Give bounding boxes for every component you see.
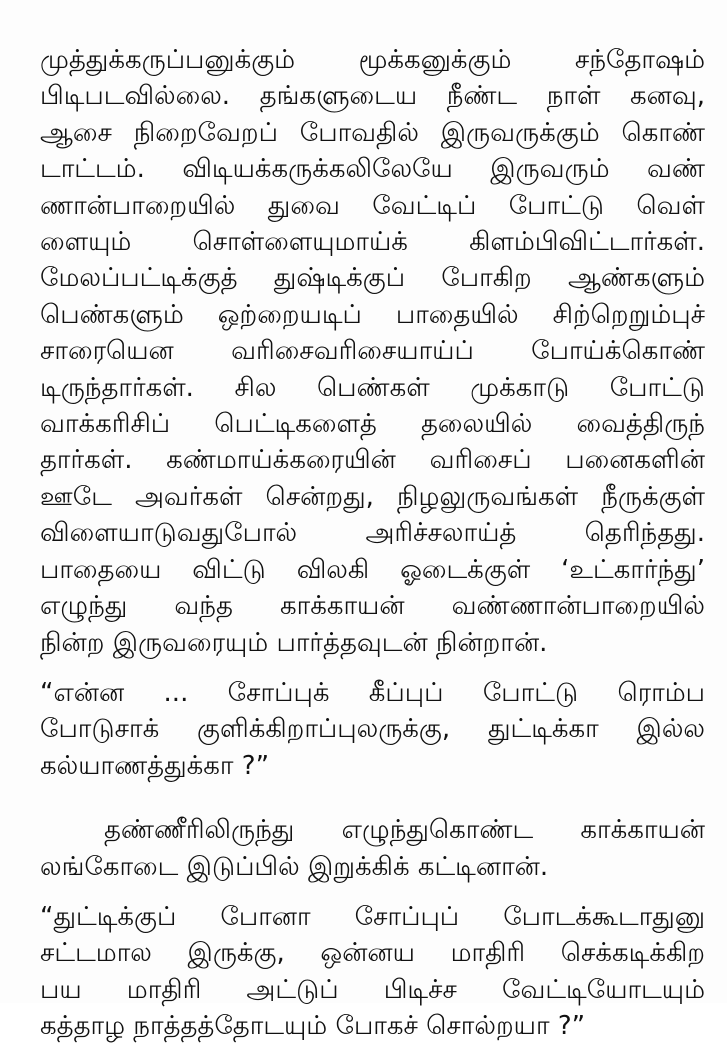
paragraph-4: [40, 899, 705, 1045]
text-line: கல்யாணத்துக்கா ?”: [40, 750, 270, 781]
body-text: [40, 42, 705, 1045]
text-line: ஊடே அவர்கள் சென்றது, நிழலுருவங்கள் நீருக்குள்: [40, 481, 705, 512]
text-line: எழுந்து வந்த காக்காயன் வண்ணான்பாறையில்: [40, 591, 705, 622]
paragraph-2: [40, 675, 705, 784]
text-line: டிருந்தார்கள். சில பெண்கள் முக்காடு போட்டு: [40, 372, 705, 403]
text-line: பய மாதிரி அட்டுப் பிடிச்ச வேட்டியோடயும்: [40, 974, 705, 1005]
text-line: வாக்கரிசிப் பெட்டிகளைத் தலையில் வைத்திருந்: [40, 409, 705, 440]
text-line: தண்ணீரிலிருந்து எழுந்துகொண்ட காக்காயன்: [104, 815, 705, 846]
text-line: பாதையை விட்டு விலகி ஓடைக்குள் ‘உட்கார்ந்து’: [40, 554, 705, 585]
text-line: போடுசாக் குளிக்கிறாப்புலருக்கு, துட்டிக்கா இல்ல: [40, 714, 705, 745]
text-line: தார்கள். கண்மாய்க்கரையின் வரிசைப் பனைகளின்: [40, 445, 705, 476]
text-line: கத்தாழ நாத்தத்தோடயும் போகச் சொல்றயா ?”: [40, 1011, 586, 1042]
text-line: நின்ற இருவரையும் பார்த்தவுடன் நின்றான்.: [40, 627, 548, 658]
text-line: சட்டமால இருக்கு, ஒன்னய மாதிரி செக்கடிக்கிற: [40, 938, 705, 969]
text-line: பெண்களும் ஒற்றையடிப் பாதையில் சிற்றெறும்புச்: [40, 299, 705, 330]
text-line: பிடிபடவில்லை. தங்களுடைய நீண்ட நாள் கனவு,: [40, 81, 705, 112]
text-line: “என்ன ... சோப்புக் கீப்புப் போட்டு ரொம்ப: [40, 677, 705, 708]
paragraph-3: [40, 812, 705, 885]
text-line: ணான்பாறையில் துவை வேட்டிப் போட்டு வெள்: [40, 190, 705, 221]
text-line: விளையாடுவதுபோல் அரிச்சலாய்த் தெரிந்தது.: [40, 518, 705, 549]
text-line: லங்கோடை இடுப்பில் இறுக்கிக் கட்டினான்.: [40, 851, 549, 882]
paragraph-1: [40, 42, 705, 661]
text-line: ளையும் சொள்ளையுமாய்க் கிளம்பிவிட்டார்கள்.: [40, 227, 705, 258]
text-line: டாட்டம். விடியக்கருக்கலிலேயே இருவரும் வண்: [40, 154, 705, 185]
text-line: ஆசை நிறைவேறப் போவதில் இருவருக்கும் கொண்: [40, 117, 705, 148]
text-line: சாரையென வரிசைவரிசையாய்ப் போய்க்கொண்: [40, 336, 705, 367]
text-line: “துட்டிக்குப் போனா சோப்புப் போடக்கூடாதுனு: [40, 901, 705, 932]
text-line: மேலப்பட்டிக்குத் துஷ்டிக்குப் போகிற ஆண்களும்: [40, 263, 705, 294]
text-line: முத்துக்கருப்பனுக்கும் மூக்கனுக்கும் சந்தோஷம்: [40, 45, 705, 75]
